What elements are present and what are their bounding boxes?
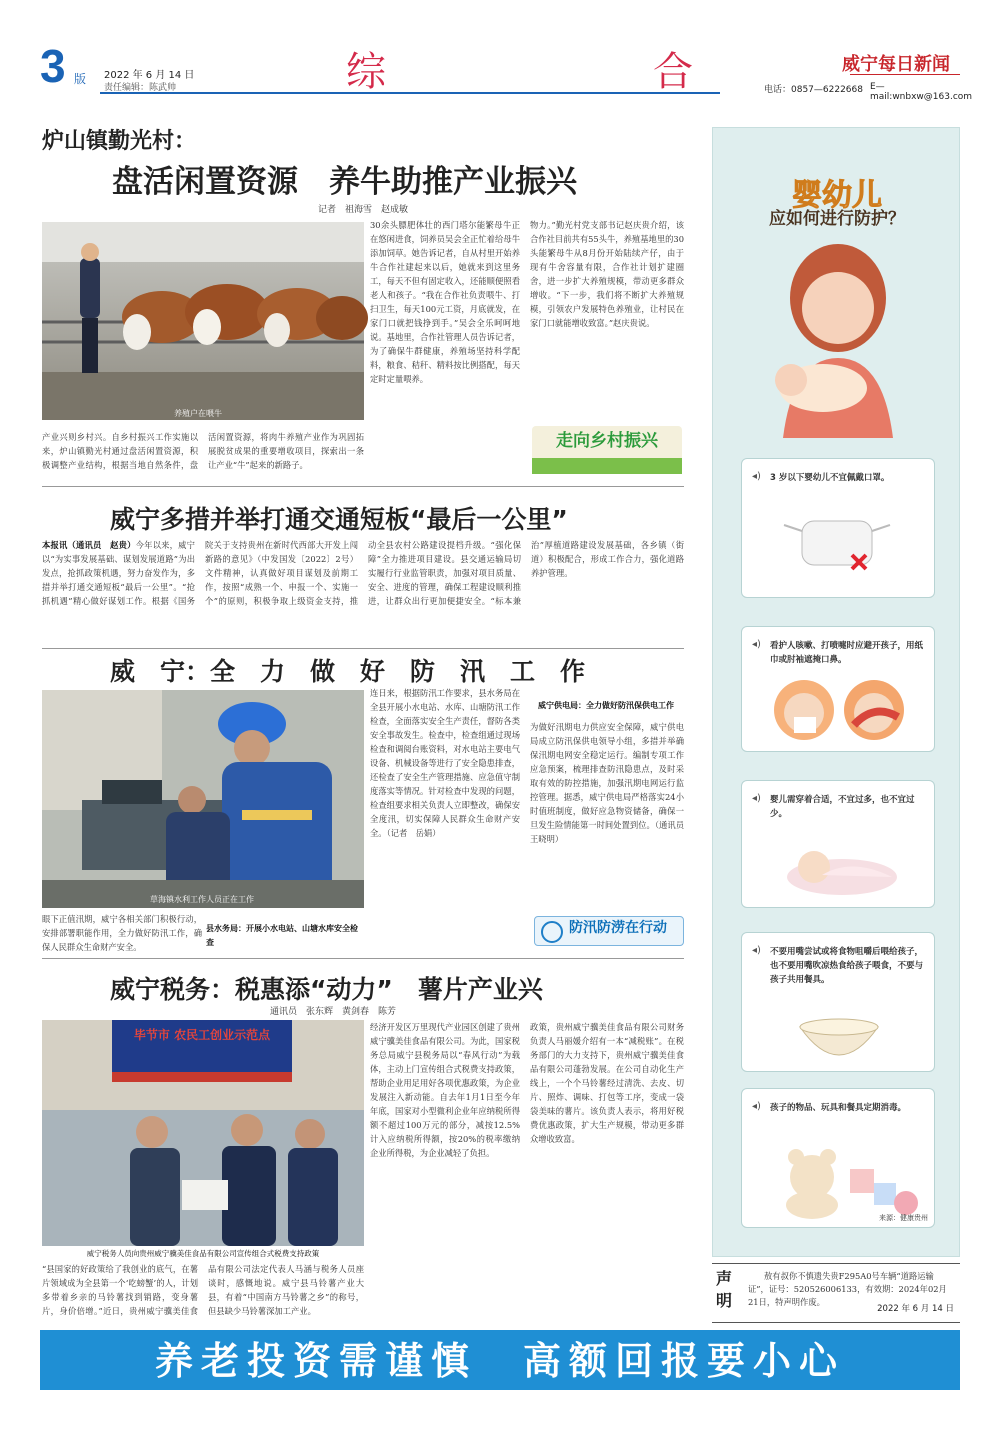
speaker-icon: ◂)	[752, 945, 761, 956]
article1-kicker: 炉山镇勤光村：	[42, 128, 197, 154]
tip-text-3: 婴儿需穿着合适，不宜过多，也不宜过少。	[770, 795, 915, 819]
header-rule	[100, 92, 720, 94]
article1-headline: 盘活闲置资源 养牛助推产业振兴	[112, 164, 577, 200]
article3-column-3: 为做好汛期电力供应安全保障，威宁供电局成立防汛保供电领导小组，多措并举确保汛期电网安全稳定运行。编制专项工作应急预案，梳理排查防汛隐患点，及时采取有效的防控措施，加强汛期电网运行监控管理。据悉，威宁供电局严格落实24小时值班制度，做好应急物资储备，确保一旦发生险情能第一时间处置到位。（通讯员 王晓明）	[530, 722, 693, 844]
bowl-icon	[794, 1013, 884, 1067]
article3-column-3-title: 威宁供电局：全力做好防汛保供电工作	[538, 701, 674, 710]
article4-column-3: 政策，贵州威宁骥美佳食品有限公司财务负责人马丽媛介绍有一本“减税账”。在税务部门的大力支持下，贵州威宁骥美佳食品有限公司蓬勃发展。在公司自动化生产线上，一个个马铃薯经过清洗、去皮、切片、照炸、调味、打包等工序，变成一袋袋美味的薯片。该负责人表示，将用好税费优惠政策，扩大生产规模，带动更多群众增收致富。	[530, 1022, 684, 1144]
contact-phone: 电话：0857—6222668	[764, 85, 863, 95]
sidebar-subtitle: 应如何进行防护？	[769, 209, 905, 229]
speaker-icon: ◂)	[752, 1101, 761, 1112]
flood-inspection-photo	[42, 690, 364, 908]
sneeze-cover-icon	[764, 675, 914, 745]
notice-label: 声明	[716, 1269, 733, 1310]
speaker-icon: ◂)	[752, 471, 761, 482]
page-number: 3	[40, 40, 66, 92]
article4-photo-caption: 威宁税务人员向贵州威宁骥美佳食品有限公司宣传组合式税费支持政策	[86, 1249, 320, 1258]
flood-action-badge	[534, 916, 684, 946]
article3-headline: 威 宁：全 力 做 好 防 汛 工 作	[110, 657, 586, 686]
article3-column-2: 连日来，根据防汛工作要求，县水务局在全县开展小水电站、水库、山塘防汛工作检查，全面落实安全生产责任，督防各类安全事故发生。检查中，检查组通过现场检查和调阅台账资料，对水电站主要电气设备、机械设备等进行了安全隐患排查，还检查了安全生产管理措施、应急值守制度落实等情况。针对检查中发现的问题，检查组要求相关负责人立即整改，确保安全度汛，切实保障人民群众生命财产安全。（记者 岳娟）	[370, 688, 520, 838]
article2-text: 今年以来，威宁以“为实事发展基础、谋划发展道路”为出发点，抢抓政策机遇，努力奋发作为，多措并举打通交通短板“最后一公里”。“抢抓机遇”精心做好谋划工作。根据《国务院关于支持贵州在新时代西部大开发上闯新路的意见》（中发国发〔2022〕2号）文件精神，认真做好项目谋划及前期工作，按照“成熟一个、申报一个、实施一个”的原则，积极争取上级资金支持，推动全县农村公路建设提档升级。“强化保障”全力推进项目建设。县交通运输局切实履行行业监管职责，加强对项目质量、安全、进度的管理，确保工程建设顺利推进，让群众出行更加便捷安全。“标本兼治”厚植道路建设发展基础，各乡镇（街道）积极配合，形成工作合力，强化道路养护管理。	[42, 540, 684, 606]
newspaper-brand: 威宁每日新闻	[842, 54, 950, 75]
article2-headline: 威宁多措并举打通交通短板“最后一公里”	[110, 505, 568, 534]
article3-photo-caption: 草海镇水利工作人员正在工作	[150, 895, 254, 904]
tax-service-photo	[42, 1020, 364, 1246]
article2-body	[42, 538, 684, 638]
article-divider	[42, 486, 684, 487]
article4-byline: 通讯员 张东辉 黄剑春 陈芳	[270, 1007, 397, 1017]
water-drop-icon	[541, 921, 563, 943]
article2-dateline: 本报讯（通讯员 赵贵）	[42, 540, 136, 550]
tip-card-3	[741, 780, 935, 908]
article-divider	[42, 958, 684, 959]
sleeping-baby-icon	[782, 837, 902, 897]
brand-rule	[850, 74, 960, 75]
article3-subhead: 县水务局：开展小水电站、山塘水库安全检查	[206, 924, 358, 947]
tip-text-4: 不要用嘴尝试或将食物咀嚼后喂给孩子，也不要用嘴吹凉热食给孩子喂食，不要与孩子共用餐具。	[770, 947, 924, 985]
notice-date: 2022 年 6 月 14 日	[877, 1304, 954, 1314]
tip-card-4	[741, 932, 935, 1072]
editor-credit: 责任编辑：陈武帅	[104, 83, 177, 93]
article1-byline: 记者 祖海雪 赵成敏	[318, 205, 409, 215]
cattle-feeding-photo	[42, 222, 364, 420]
banner-text: 养老投资需谨慎 高额回报要小心	[154, 1339, 845, 1383]
article4-headline: 威宁税务：税惠添“动力” 薯片产业兴	[110, 975, 543, 1004]
issue-date: 2022 年 6 月 14 日	[104, 70, 195, 81]
tip-card-2	[741, 626, 935, 752]
tip-card-1	[741, 458, 935, 598]
article3-lead: 眼下正值汛期，威宁各相关部门积极行动，安排部署职能作用，全力做好防汛工作，确保人民群众生命财产安全。	[42, 914, 202, 952]
article1-photo-caption: 养殖户在喂牛	[174, 409, 222, 418]
workers-illustration	[42, 690, 364, 908]
speaker-icon: ◂)	[752, 793, 761, 804]
section-title-right: 合	[653, 49, 693, 95]
lost-certificate-notice	[712, 1263, 960, 1323]
infant-protection-sidebar	[712, 127, 960, 1257]
tip-text-5: 孩子的物品、玩具和餐具定期消毒。	[770, 1103, 907, 1113]
article4-lead: “县国家的好政策给了我创业的底气，在薯片领域成为全县第一个‘吃螃蟹’的人，计划多带着乡亲的马铃薯找到销路，变身薯片，身价倍增。”近日，贵州威宁骥美佳食品有限公司法定代表人马涵与税务人员座谈时，感慨地说。威宁县马铃薯产业大县，有着“中国南方马铃薯之乡”的称号，但县缺少马铃薯深加工产业。	[42, 1264, 364, 1316]
article1-column-2: 30余头膘肥体壮的西门塔尔能繁母牛正在悠闲进食，饲养员吴会全正忙着给母牛添加饲草。她告诉记者，自从村里开始养牛合作社建起来以后，她就来到这里务工，每天不但有固定收入，还能顺便照看老人和孩子。“我在合作社负责喂牛、打扫卫生，每天100元工资，月底就发，在家门口就把钱挣到手。”吴会全乐呵呵地说。基地里，合作社管理人员告诉记者，为了确保牛群健康，养殖场坚持科学配料，粮食、秸秆、精料按比例搭配，每天定时定量喂养。	[370, 220, 520, 384]
badge-text: 走向乡村振兴	[556, 431, 658, 451]
sidebar-title: 婴幼儿	[792, 178, 882, 213]
tax-officers-illustration	[42, 1020, 364, 1246]
badge-village-strip	[532, 458, 682, 474]
article1-lead: 产业兴则乡村兴。自乡村振兴工作实施以来，炉山镇勤光村通过盘活闲置资源，积极调整产业结构，根据当地自然条件，盘活闲置资源，将肉牛养殖产业作为巩固拓展脱贫成果的重要增收项目，探索出一条让产业“牛”起来的新路子。	[42, 432, 364, 470]
article-divider	[42, 648, 684, 649]
speaker-icon: ◂)	[752, 639, 761, 650]
toys-icon	[772, 1139, 922, 1219]
tip-text-1: 3 岁以下婴幼儿不宜佩戴口罩。	[770, 473, 890, 483]
page-header	[40, 40, 973, 102]
tip-card-5	[741, 1088, 935, 1228]
flood-badge-text: 防汛防涝在行动	[569, 920, 667, 936]
sidebar-credit: 来源：健康贵州	[879, 1214, 928, 1222]
photo-sign-text: 毕节市 农民工创业示范点	[133, 1028, 271, 1042]
mother-baby-illustration	[753, 238, 923, 438]
contact-email: E—mail:wnbxw@163.com	[870, 82, 973, 102]
investment-warning-banner	[40, 1330, 960, 1390]
notice-text: 敖有叔你不慎遗失贵F295A0号车辆“道路运输证”，证号：520526006133，有效期：2024年02月21日，特声明作废。	[748, 1271, 947, 1307]
rural-revitalization-badge	[532, 426, 682, 474]
tip-text-2: 看护人咳嗽、打喷嚏时应避开孩子，用纸巾或肘袖遮掩口鼻。	[770, 641, 924, 665]
article1-column-3: 物力。”勤光村党支部书记赵庆贵介绍，该合作社目前共有55头牛，养殖基地里的30头能繁母牛从8月份开始陆续产仔，由于现有牛舍容量有限，合作社计划扩建圈舍，进一步扩大养殖规模，带动更多群众增收。“下一步，我们将不断扩大养殖规模，引领农户发展特色养殖业，让村民在家门口就能增收致富。”赵庆贵说。	[530, 220, 684, 328]
cattle-illustration	[42, 222, 364, 420]
mask-icon	[782, 501, 892, 581]
article4-column-2: 经济开发区万里现代产业园区创建了贵州威宁骥美佳食品有限公司。为此，国家税务总局威宁县税务局以“春风行动”为载体，主动上门宣传组合式税费支持政策，帮助企业用足用好各项优惠政策，为企业发展注入新动能。自去年1月1日至今年年底，国家对小型微利企业年应纳税所得额不超过100万元的部分，减按12.5%计入应纳税所得额，按20%的税率缴纳企业所得税，为企业减轻了负担。	[370, 1022, 520, 1158]
page-number-suffix: 版	[74, 72, 87, 86]
section-title-left: 综	[346, 49, 386, 95]
